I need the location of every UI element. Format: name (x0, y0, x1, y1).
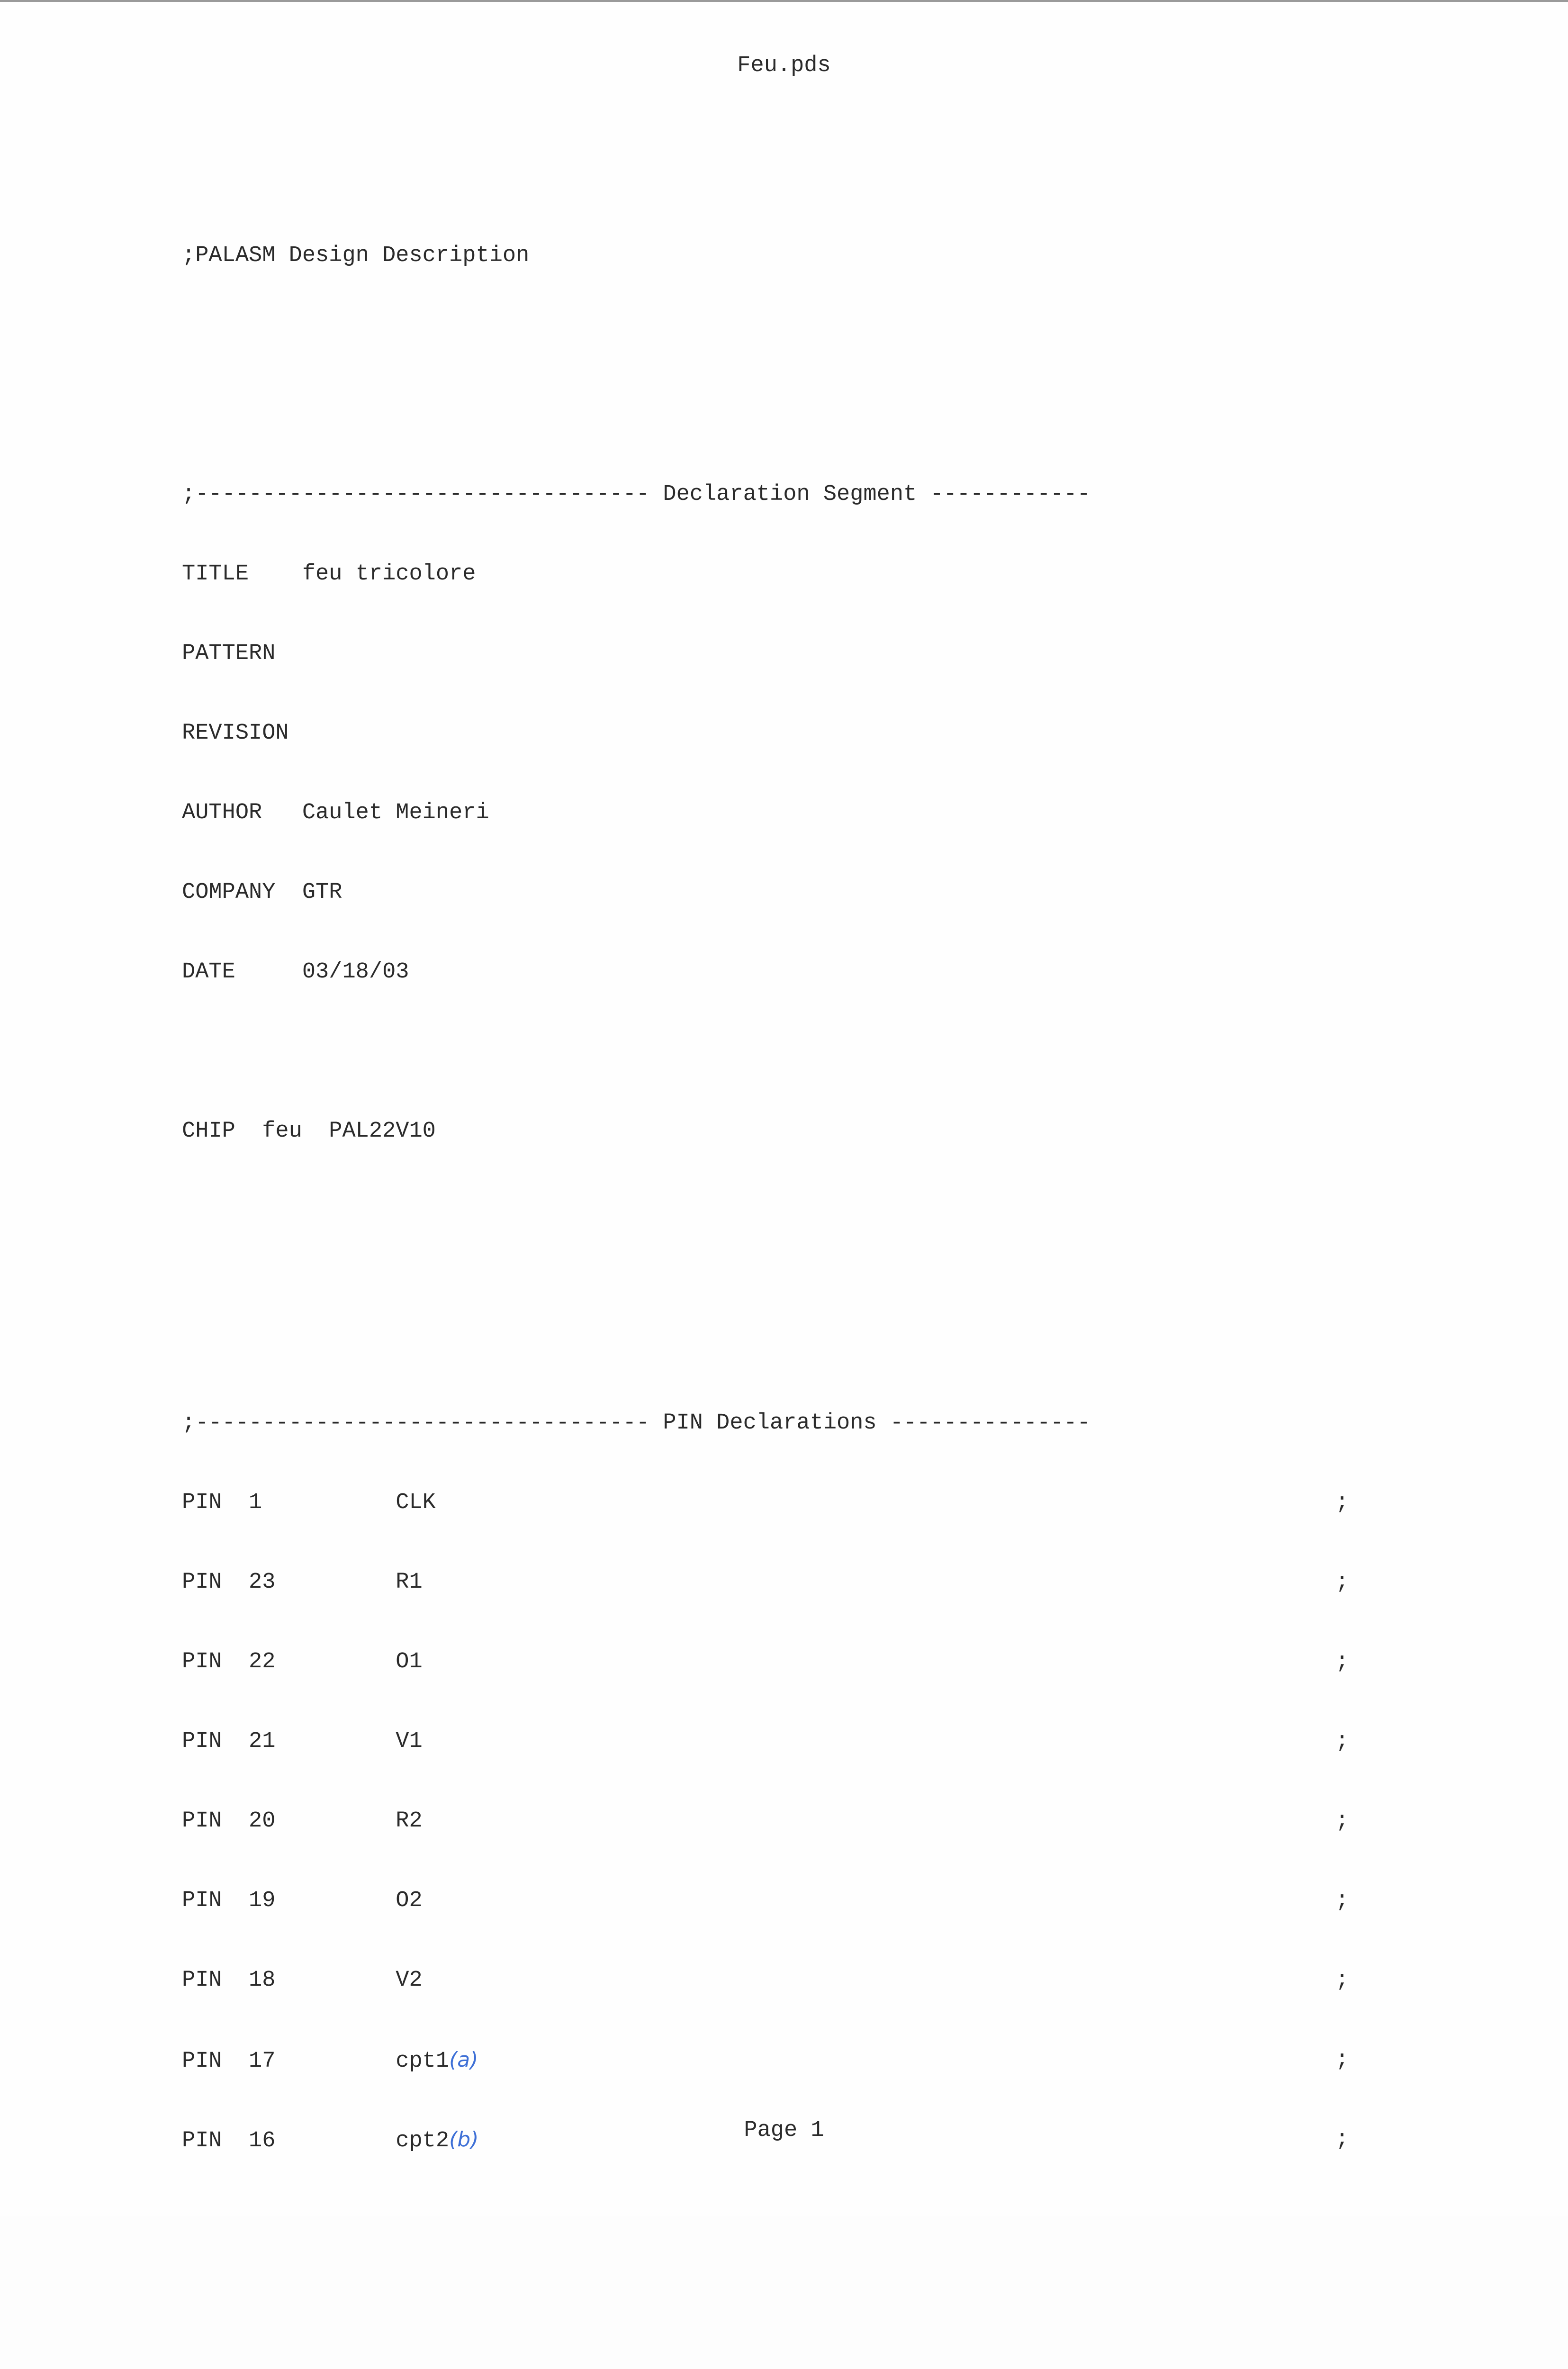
declaration-line: DATE 03/18/03 (182, 959, 409, 985)
scan-edge (0, 0, 1568, 2)
declaration-segment (182, 428, 1090, 1277)
pin-row: PIN 20 R2 ; (182, 1808, 1349, 1834)
pin-row: PIN 1 CLK ; (182, 1490, 1349, 1515)
declaration-line: PATTERN (182, 641, 276, 666)
pin-row: PIN 17 cpt1(a) ; (182, 2047, 1349, 2074)
handwritten-note: (b) (449, 2127, 479, 2152)
page-header-filename: Feu.pds (737, 53, 831, 78)
design-description: ;PALASM Design Description (182, 243, 530, 268)
declaration-separator: ;---------------------------------- Declaration Segment ------------ (182, 482, 1090, 507)
pin-row: PIN 23 R1 ; (182, 1570, 1349, 1595)
pin-row: PIN 22 O1 ; (182, 1649, 1349, 1674)
pin-row: PIN 18 V2 ; (182, 1968, 1349, 1993)
page-number: Page 1 (744, 2118, 824, 2143)
handwritten-note: (a) (449, 2048, 478, 2072)
declaration-line: REVISION (182, 721, 289, 746)
declaration-line: TITLE feu tricolore (182, 561, 476, 587)
pin-declarations (182, 1357, 1349, 2286)
document-body (182, 190, 1349, 2369)
boolean-equation-segment (182, 2365, 1090, 2369)
declaration-line: AUTHOR Caulet Meineri (182, 800, 489, 825)
pin-separator: ;---------------------------------- PIN Declarations --------------- (182, 1411, 1090, 1436)
declaration-line: COMPANY GTR (182, 880, 342, 905)
pin-row: PIN 16 cpt2(b) ; (182, 2127, 1349, 2153)
pin-row: PIN 19 O2 ; (182, 1888, 1349, 1913)
pin-row: PIN 21 V1 ; (182, 1729, 1349, 1754)
chip-line: CHIP feu PAL22V10 (182, 1119, 436, 1144)
